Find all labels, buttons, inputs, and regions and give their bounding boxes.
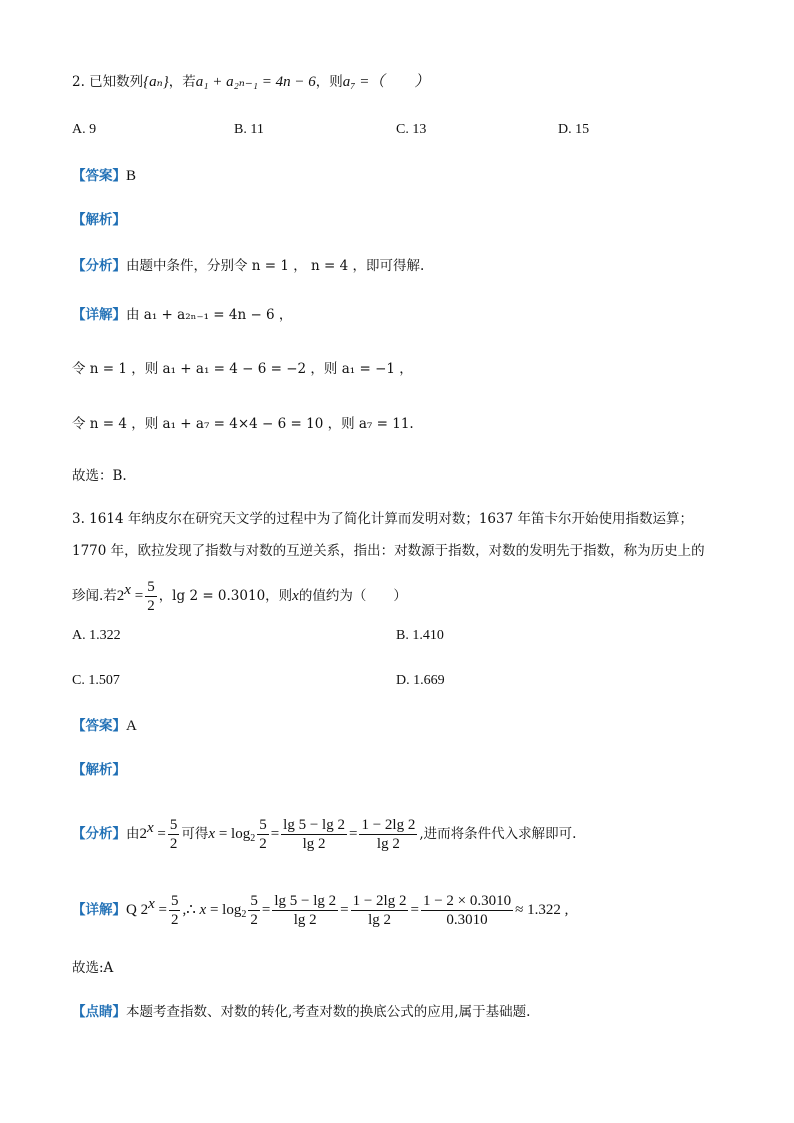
- q2-fenxi-tag: 【分析】: [72, 258, 126, 274]
- q2-condition-formula: a₁ + a₂ₙ₋₁ = 4n − 6: [195, 74, 316, 90]
- q2-answer-tag: 【答案】: [72, 168, 126, 184]
- q2-target: a₇ =（ ）: [342, 74, 430, 90]
- q3-stem-prefix: 珍闻.若: [72, 588, 117, 604]
- q2-xiangjie-text: 由 a₁ + a₂ₙ₋₁ = 4n − 6 ，: [126, 307, 293, 323]
- q2-fenxi: [72, 256, 424, 276]
- q2-xiangjie-tag: 【详解】: [72, 307, 126, 323]
- q3-xj-frac-lg: $\frac{\lg 5 - \lg 2}{\lg 2}$: [274, 893, 337, 928]
- q3-fenxi-tag: 【分析】: [72, 826, 126, 842]
- q2-option-d: D. 15: [558, 122, 590, 137]
- q2-conclusion: 故选：B.: [72, 468, 127, 484]
- q2-stem-mid: ，若: [168, 74, 196, 90]
- q3-conclusion: 故选:A: [72, 960, 114, 976]
- q3-fenxi-frac-lg2: $\frac{1 - 2\lg 2}{\lg 2}$: [361, 817, 416, 852]
- q3-answer-value: A: [126, 718, 137, 734]
- q2-step-2: 令 n = 4 ，则 a₁ + a₇ = 4×4 − 6 = 10 ，则 a₇ = 11.: [72, 416, 414, 432]
- q3-fenxi-post: ,进而将条件代入求解即可.: [419, 826, 577, 842]
- q2-stem-suffix: ，则: [315, 74, 343, 90]
- q3-xj-frac-5-2: $\frac{5}{2}$: [170, 893, 179, 928]
- q3-power-expr: $2^x$ =: [116, 582, 144, 604]
- q3-dianjing: [72, 1002, 530, 1022]
- q3-xj-frac-5-2b: $\frac{5}{2}$: [250, 893, 258, 928]
- q3-option-a: A. 1.322: [72, 628, 121, 643]
- q2-option-c: C. 13: [396, 122, 427, 137]
- q3-fenxi-power: $2^x$ =: [139, 820, 166, 842]
- q3-because-symbol: Q: [126, 902, 137, 918]
- q2-xiangjie: [72, 305, 292, 325]
- q2-stem: [72, 72, 429, 92]
- q3-fenxi-pre: 由: [126, 826, 140, 842]
- q3-fenxi-frac-5-2: $\frac{5}{2}$: [169, 817, 178, 852]
- q3-analysis-heading: [72, 760, 126, 780]
- q3-fenxi-mid: 可得: [181, 826, 209, 842]
- q3-dianjing-tag: 【点睛】: [72, 1004, 126, 1020]
- q3-xiangjie-tag: 【详解】: [72, 902, 126, 918]
- q2-analysis-tag: 【解析】: [72, 212, 126, 228]
- q2-answer-value: B: [126, 168, 137, 184]
- q3-analysis-tag: 【解析】: [72, 762, 126, 778]
- q3-answer: [72, 716, 137, 736]
- q3-dianjing-text: 本题考查指数、对数的转化,考查对数的换底公式的应用,属于基础题.: [126, 1004, 531, 1020]
- q2-step-1: 令 n = 1 ，则 a₁ + a₁ = 4 − 6 = −2 ，则 a₁ = −1 ，: [72, 361, 413, 377]
- q3-fenxi: 【分析】由$2^x$ = $\frac{5}{2}$ 可得$x = \log_2$ $\frac{5}{2}$ = $\frac{\lg 5 - \lg 2}{\lg 2}$ = $\frac{1 - 2\lg 2}{\lg 2}$ ,进而将条件代入求解即可.: [72, 817, 577, 852]
- q3-option-d: D. 1.669: [396, 673, 445, 688]
- q2-option-b: B. 11: [234, 122, 264, 137]
- q2-option-a: A. 9: [72, 122, 97, 137]
- q3-fraction-5-2: $\frac{5}{2}$: [147, 579, 155, 614]
- q3-answer-tag: 【答案】: [72, 718, 126, 734]
- q3-fenxi-frac-lg: $\frac{\lg 5 - \lg 2}{\lg 2}$: [283, 817, 345, 852]
- q3-stem-line-2: 1770 年，欧拉发现了指数与对数的互逆关系，指出：对数源于指数，对数的发明先于指数，称为历史上的: [72, 543, 705, 559]
- q3-stem-line-1: 3. 1614 年纳皮尔在研究天文学的过程中为了简化计算而发明对数；1637 年笛卡尔开始使用指数运算；: [72, 511, 693, 527]
- q3-xj-frac-lg2: $\frac{1 - 2\lg 2}{\lg 2}$: [352, 893, 407, 928]
- q3-stem-line-3: [72, 570, 407, 616]
- q3-xj-result: ≈ 1.322 ,: [515, 902, 569, 918]
- q3-fenxi-frac-5-2b: $\frac{5}{2}$: [259, 817, 267, 852]
- q2-sequence: {aₙ}: [143, 74, 169, 90]
- q3-xiangjie: 【详解】Q $2^x$ = $\frac{5}{2}$ ,∴ $x = \log_2$ $\frac{5}{2}$ = $\frac{\lg 5 - \lg 2}{\lg 2}$ = $\frac{1 - 2\lg 2}{\lg 2}$ = $\frac{1 - 2 \times 0.3010}{0.3010}$ ≈ 1.322 ,: [72, 893, 569, 928]
- q3-fenxi-log: $x = \log_2$: [208, 826, 256, 844]
- q3-lg-value: ，lg 2 = 0.3010，则: [158, 588, 293, 604]
- q3-option-c: C. 1.507: [72, 673, 120, 688]
- q2-answer: [72, 166, 136, 186]
- q3-exp-x: x: [124, 582, 131, 598]
- q3-option-b: B. 1.410: [396, 628, 444, 643]
- q3-xj-frac-num: $\frac{1 - 2 \times 0.3010}{0.3010}$: [422, 893, 512, 928]
- q2-stem-prefix: 2. 已知数列: [72, 74, 144, 90]
- q3-var-x: x: [292, 588, 299, 604]
- q2-analysis-heading: [72, 210, 126, 230]
- q3-stem-suffix: 的值约为（ ）: [298, 588, 407, 604]
- q2-fenxi-text: 由题中条件，分别令 n = 1 ， n = 4 ，即可得解.: [126, 258, 425, 274]
